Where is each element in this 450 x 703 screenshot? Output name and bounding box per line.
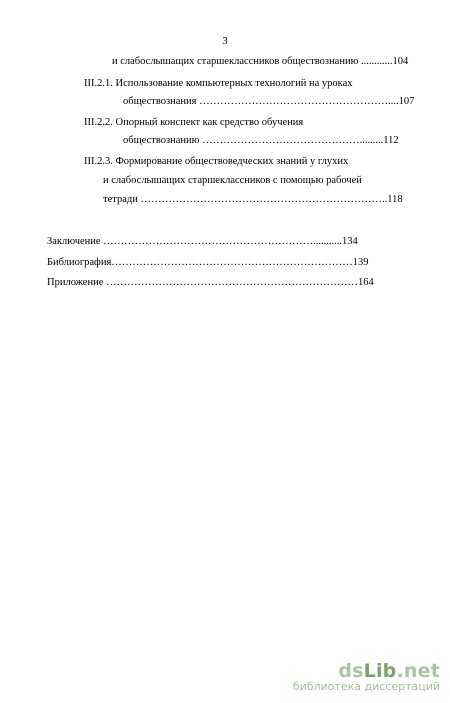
- page-number: 3: [222, 35, 228, 47]
- toc-line: обществознания ………………………………………………....107: [123, 96, 415, 107]
- toc-line: Приложение ………………………………………………………………164: [47, 277, 374, 288]
- watermark-caption: библиотека диссертаций: [292, 680, 440, 693]
- watermark: [293, 660, 440, 693]
- toc-line: III.2.2. Опорный конспект как средство обучения: [84, 117, 304, 128]
- toc-line: III.2.3. Формирование обществоведческих знаний у глухих: [84, 156, 349, 167]
- toc-line: III.2.1. Использование компьютерных технологий на уроках: [84, 78, 353, 89]
- toc-line: и слабослышащих старшеклассников с помощью рабочей: [103, 175, 362, 186]
- watermark-logo: dsLib.net: [338, 660, 440, 682]
- toc-line: обществознанию ……………………………………….........112: [123, 135, 399, 146]
- toc-line: и слабослышащих старшеклассников обществознанию ............104: [112, 56, 409, 67]
- toc-line: Библиография……………………………………………………………139: [47, 257, 369, 268]
- toc-line: тетради ……………………………………………………………..118: [103, 194, 403, 205]
- toc-line: Заключение ……………………………………………………...........134: [47, 236, 358, 247]
